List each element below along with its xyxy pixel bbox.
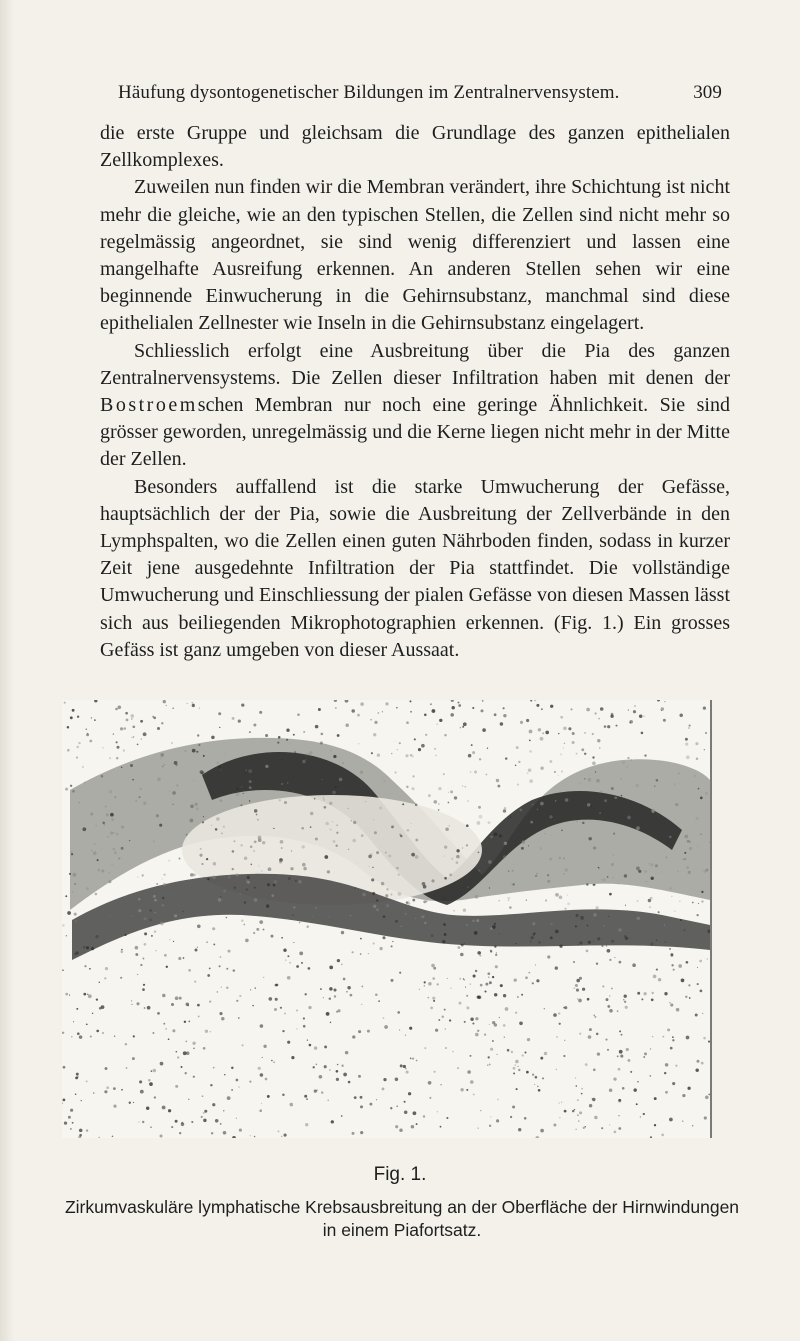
- caption-line-2: in einem Piafortsatz.: [322, 1220, 482, 1240]
- figure-label: Fig. 1.: [373, 1164, 427, 1185]
- paragraph-text-part: Schliesslich erfolgt eine Ausbreitung über die Pia des ganzen Zentralnervensystems. Die Zellen dieser Infiltration haben mit denen der: [100, 339, 730, 389]
- author-name-spaced: Bostroem: [100, 394, 198, 417]
- paragraph-spread-over-pia: [100, 338, 730, 474]
- figure-caption: [62, 1196, 742, 1242]
- micrograph-image: [62, 700, 710, 1138]
- running-header: [118, 82, 722, 104]
- header-title: Häufung dysontogenetischer Bildungen im Zentralnervensystem.: [118, 82, 620, 103]
- paragraph-vessel-overgrowth: Besonders auffallend ist die starke Umwucherung der Gefässe, hauptsächlich der der Pia, sowie die Ausbreitung der Zellverbände in den Lymphspalten, wo die Zellen einen guten Nährboden finden, sodass in kurzer Zeit jene ausgedehnte Infiltration der Pia stattfindet. Die vollständige Umwucherung und Einschliessung der pialen Gefässe von diesen Massen lässt sich aus beiliegenden Mikrophotographien erkennen. (Fig. 1.) Ein grosses Gefäss ist ganz umgeben von dieser Aussaat.: [100, 475, 730, 661]
- page-edge-shadow: [0, 0, 14, 1341]
- paragraph-text-part: schen Membran nur noch eine geringe Ähnlichkeit. Sie sind grösser geworden, unregelmässig und die Kerne liegen nicht mehr in der Mitte der Zellen.: [100, 394, 730, 471]
- micrograph-figure: [62, 700, 712, 1138]
- paragraph-membrane-change: Zuweilen nun finden wir die Membran verändert, ihre Schichtung ist nicht mehr die gleiche, wie an den typischen Stellen, die Zellen sind nicht mehr so regelmässig angeordnet, sie sind wenig differenziert und lassen eine mangelhafte Ausreifung erkennen. An anderen Stellen sehen wir eine beginnende Einwucherung in die Gehirnsubstanz, manchmal sind diese epithelialen Zellnester wie Inseln in die Gehirnsubstanz eingelagert.: [100, 176, 730, 335]
- body-text: [100, 120, 730, 664]
- caption-line-1: Zirkumvaskuläre lymphatische Krebsausbreitung an der Oberfläche der Hirnwindungen: [64, 1197, 740, 1217]
- page-number: 309: [693, 82, 722, 103]
- paragraph-continuation: die erste Gruppe und gleichsam die Grundlage des ganzen epithelialen Zellkomplexes.: [100, 122, 730, 172]
